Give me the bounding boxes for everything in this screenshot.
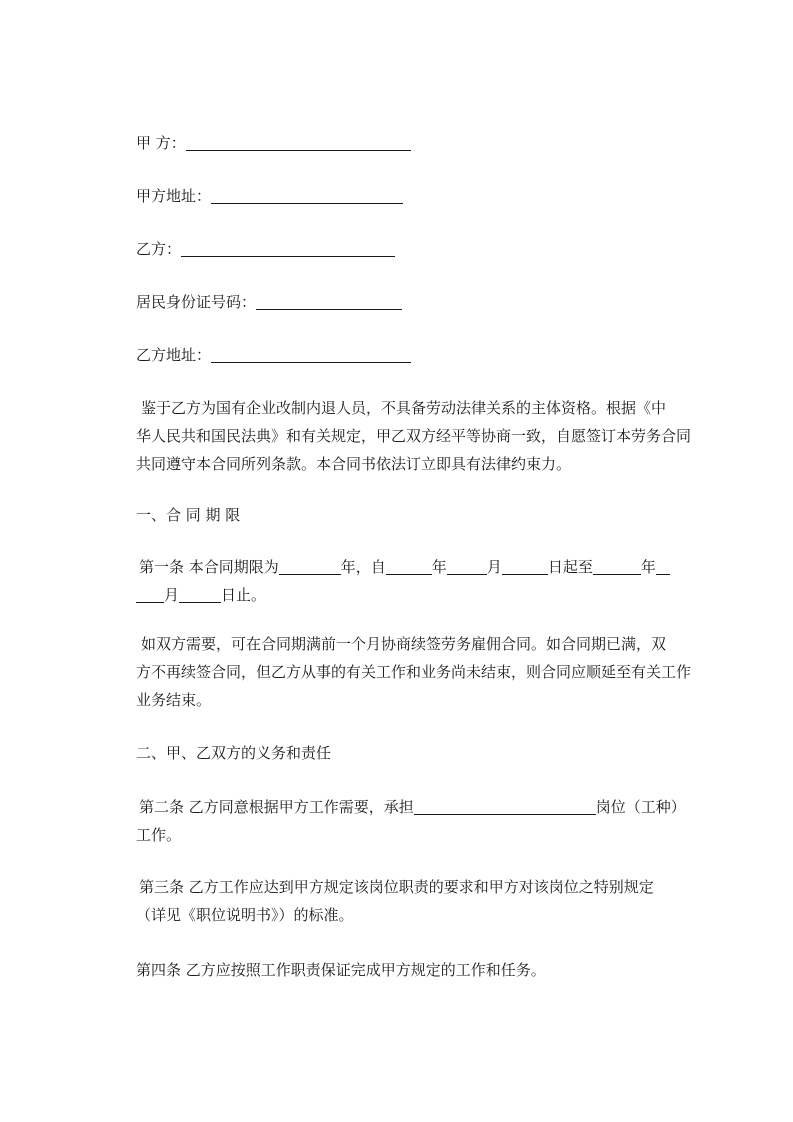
article-3-paragraph bbox=[136, 873, 701, 929]
article-1-text: 日起至 bbox=[547, 558, 593, 576]
article-3-row-1: 第三条 乙方工作应达到甲方规定该岗位职责的要求和甲方对该岗位之特别规定 bbox=[139, 878, 654, 896]
end-month-blank-a[interactable] bbox=[656, 560, 670, 575]
end-day-blank[interactable] bbox=[179, 588, 221, 603]
party-b-field bbox=[136, 239, 395, 259]
article-3-row-2: （详见《职位说明书》）的标准。 bbox=[136, 906, 354, 924]
party-a-field bbox=[136, 133, 411, 153]
id-number-field bbox=[136, 292, 402, 312]
article-1-text: 年，自 bbox=[340, 558, 386, 576]
party-a-address-blank[interactable] bbox=[211, 189, 403, 204]
term-years-blank[interactable] bbox=[279, 560, 341, 575]
party-b-blank[interactable] bbox=[181, 242, 395, 257]
article-1-text: 年 bbox=[640, 558, 656, 576]
renewal-row-1: 如双方需要，可在合同期满前一个月协商续签劳务雇佣合同。如合同期已满，双 bbox=[141, 635, 667, 653]
party-a-blank[interactable] bbox=[186, 136, 411, 151]
article-1-text: 日止。 bbox=[221, 586, 267, 604]
article-2-prefix: 第二条 乙方同意根据甲方工作需要，承担 bbox=[139, 798, 414, 816]
article-2-paragraph bbox=[136, 793, 701, 849]
article-1-prefix: 第一条 本合同期限为 bbox=[139, 558, 279, 576]
section-2-title: 二、甲、乙双方的义务和责任 bbox=[136, 744, 332, 762]
article-1-text: 月 bbox=[486, 558, 502, 576]
end-month-blank-b[interactable] bbox=[136, 588, 164, 603]
id-number-blank[interactable] bbox=[256, 295, 402, 310]
party-b-address-blank[interactable] bbox=[211, 348, 411, 363]
article-1-text: 年 bbox=[431, 558, 447, 576]
article-4-paragraph: 第四条 乙方应按照工作职责保证完成甲方规定的工作和任务。 bbox=[136, 961, 546, 979]
article-1-row-2 bbox=[136, 581, 701, 609]
party-b-address-field bbox=[136, 345, 411, 365]
start-month-blank[interactable] bbox=[447, 560, 487, 575]
start-year-blank[interactable] bbox=[386, 560, 432, 575]
party-a-label: 甲 方： bbox=[136, 134, 186, 152]
article-2-row-1 bbox=[136, 793, 701, 821]
article-1-text: 月 bbox=[164, 586, 180, 604]
preamble-row-2: 华人民共和国民法典》和有关规定，甲乙双方经平等协商一致，自愿签订本劳务合同 bbox=[136, 427, 692, 445]
renewal-paragraph bbox=[136, 630, 701, 714]
preamble-paragraph bbox=[136, 394, 701, 478]
preamble-row-1: 鉴于乙方为国有企业改制内退人员，不具备劳动法律关系的主体资格。根据《中 bbox=[141, 399, 667, 417]
party-b-label: 乙方： bbox=[136, 240, 182, 258]
article-1-paragraph bbox=[136, 553, 701, 609]
renewal-row-3: 业务结束。 bbox=[136, 691, 212, 709]
section-1-title: 一、合 同 期 限 bbox=[136, 506, 241, 524]
party-a-address-label: 甲方地址： bbox=[136, 187, 212, 205]
article-1-row-1 bbox=[136, 553, 701, 581]
end-year-blank[interactable] bbox=[593, 560, 641, 575]
party-b-address-label: 乙方地址： bbox=[136, 346, 212, 364]
party-a-address-field bbox=[136, 186, 403, 206]
start-day-blank[interactable] bbox=[502, 560, 548, 575]
id-number-label: 居民身份证号码： bbox=[136, 293, 257, 311]
preamble-row-3: 共同遵守本合同所列条款。本合同书依法订立即具有法律约束力。 bbox=[136, 455, 572, 473]
article-2-suffix: 岗位（工种） bbox=[595, 798, 686, 816]
article-2-row-2: 工作。 bbox=[136, 826, 182, 844]
renewal-row-2: 方不再续签合同，但乙方从事的有关工作和业务尚未结束，则合同应顺延至有关工作 bbox=[136, 663, 692, 681]
position-blank[interactable] bbox=[414, 800, 596, 815]
